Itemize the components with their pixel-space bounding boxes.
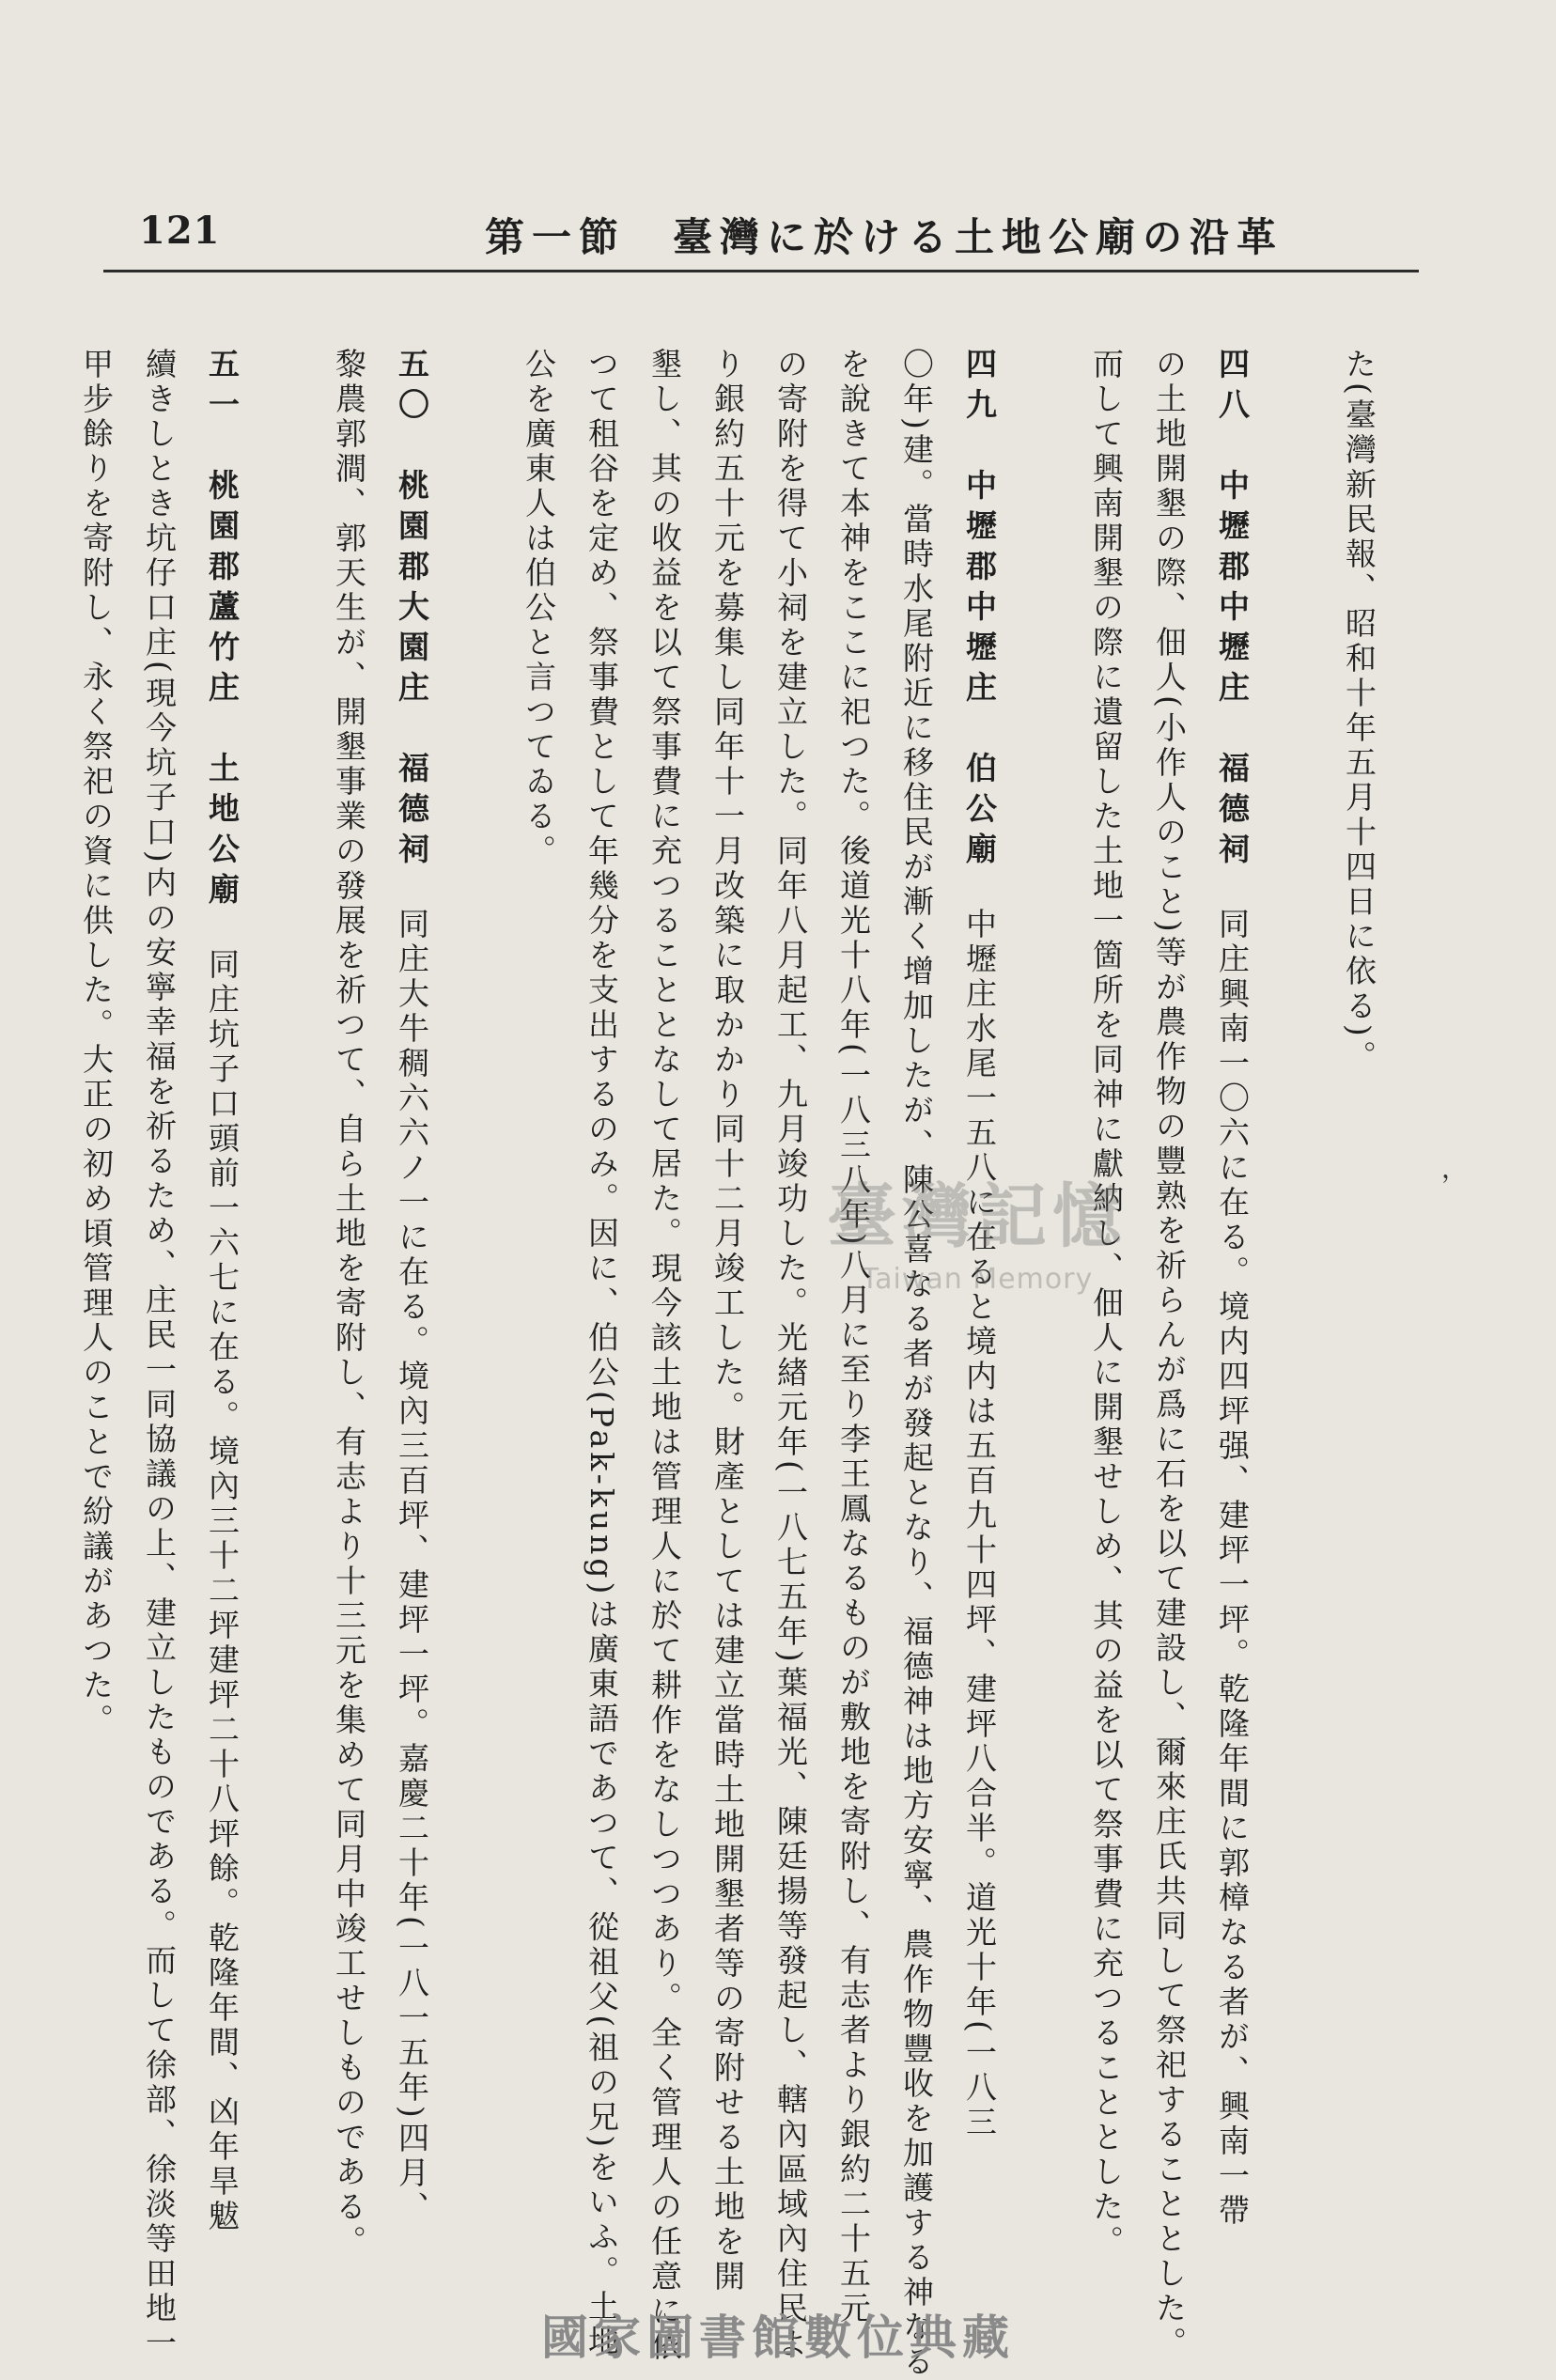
- entry-head: 五一 桃園郡蘆竹庄 土地公廟: [204, 348, 241, 913]
- entry-head: 四九 中壢郡中壢庄 伯公廟: [961, 348, 998, 873]
- entry-column: [0, 348, 65, 2114]
- stray-mark: ，: [1441, 1153, 1469, 1184]
- entry-text: 中壢庄水尾一五八に在ると境内は五百九十四坪、建坪八合半。道光十年(一八三: [961, 908, 998, 2140]
- watermark-stamp-sub: Taiwan Memory: [861, 1263, 1094, 1296]
- entry-head: 四八 中壢郡中壢庄 福德祠: [1214, 348, 1251, 873]
- entry-head: 五〇 桃園郡大園庄 福德祠: [394, 348, 430, 873]
- running-head: 第一節 臺灣に於ける土地公廟の沿革: [484, 214, 1284, 260]
- text-column: 公を廣東人は伯公と言つてゐる。: [521, 348, 557, 869]
- text-column: 墾し、其の收益を以て祭事費に充つることとなして居た。現今該土地は管理人に於て耕作をなしつつあり。全く管理人の任意に依: [646, 348, 683, 2364]
- text-column: 續きしとき坑仔口庄(現今坑子口)内の安寧幸福を祈るため、庄民一同協議の上、建立したものである。而して徐部、徐淡等田地一: [141, 348, 178, 2361]
- text-column: つて租谷を定め、祭事費として年幾分を支出するのみ。因に、伯公(Pak-kung)は廣東語であつて、從祖父(祖の兄)をいふ。土地: [584, 348, 620, 2360]
- header-rule: [103, 270, 1419, 272]
- text-column: 黎農郭澗、郭天生が、開墾事業の發展を祈つて、自ら土地を寄附し、有志より十三元を集めて同月中竣工せしものである。: [331, 348, 367, 2260]
- entry-text: 同庄大牛稠六六ノ一に在る。境內三百坪、建坪一坪。嘉慶二十年(一八一五年)四月、: [394, 908, 430, 2226]
- entry-text: 同庄坑子口頭前一六七に在る。境內三十二坪建坪二十八坪餘。乾隆年間、凶年旱魃: [204, 948, 241, 2234]
- text-column: た(臺灣新民報、昭和十年五月十四日に依る)。: [1341, 348, 1377, 1075]
- entry-column: [381, 348, 507, 2226]
- page-number: 121: [139, 209, 221, 253]
- text-column: 而して興南開墾の際に遺留した土地一箇所を同神に獻納し、佃人に開墾せしめ、其の益を以て祭事費に充つることとした。: [1088, 348, 1125, 2260]
- watermark-stamp-main: 臺灣記憶: [827, 1176, 1128, 1257]
- text-column: を說きて本神をここに祀つた。後道光十八年(一八三八年)八月に至り李王鳳なるものが敷地を寄附し、有志者より銀約二十五元: [835, 348, 872, 2326]
- text-column: 甲步餘りを寄附し、永く祭祀の資に供した。大正の初め頃管理人のことで紛議があつた。: [78, 348, 115, 1738]
- watermark-stamp: [780, 1170, 1175, 1320]
- entry-column: [191, 348, 318, 2234]
- entry-text: 同庄興南一〇六に在る。境内四坪强、建坪一坪。乾隆年間に郭樟なる者が、興南一帶: [1214, 908, 1251, 2229]
- text-column: 〇年)建。當時水尾附近に移住民が漸く增加したが、陳公喜なる者が發起となり、福德神は地方安寧、農作物豐收を加護する神なる: [898, 348, 935, 2380]
- text-column: の土地開墾の際、佃人(小作人のこと)等が農作物の豐熟を祈らんが爲に石を以て建設し、爾來庄氏共同して祭祀することとした。: [1151, 348, 1188, 2361]
- entry-column: [1201, 348, 1328, 2229]
- text-column: り銀約五十元を募集し同年十一月改築に取かかり同十二月竣工した。財產としては建立當時土地開墾者等の寄附せる土地を開: [709, 348, 746, 2294]
- footer-watermark: 國家圖書館數位典藏: [541, 2310, 1015, 2365]
- text-column: の寄附を得て小祠を建立した。同年八月起工、九月竣功した。光緖元年(一八七五年)葉福光、陳廷揚等發起し、轄內區域內住民よ: [772, 348, 809, 2361]
